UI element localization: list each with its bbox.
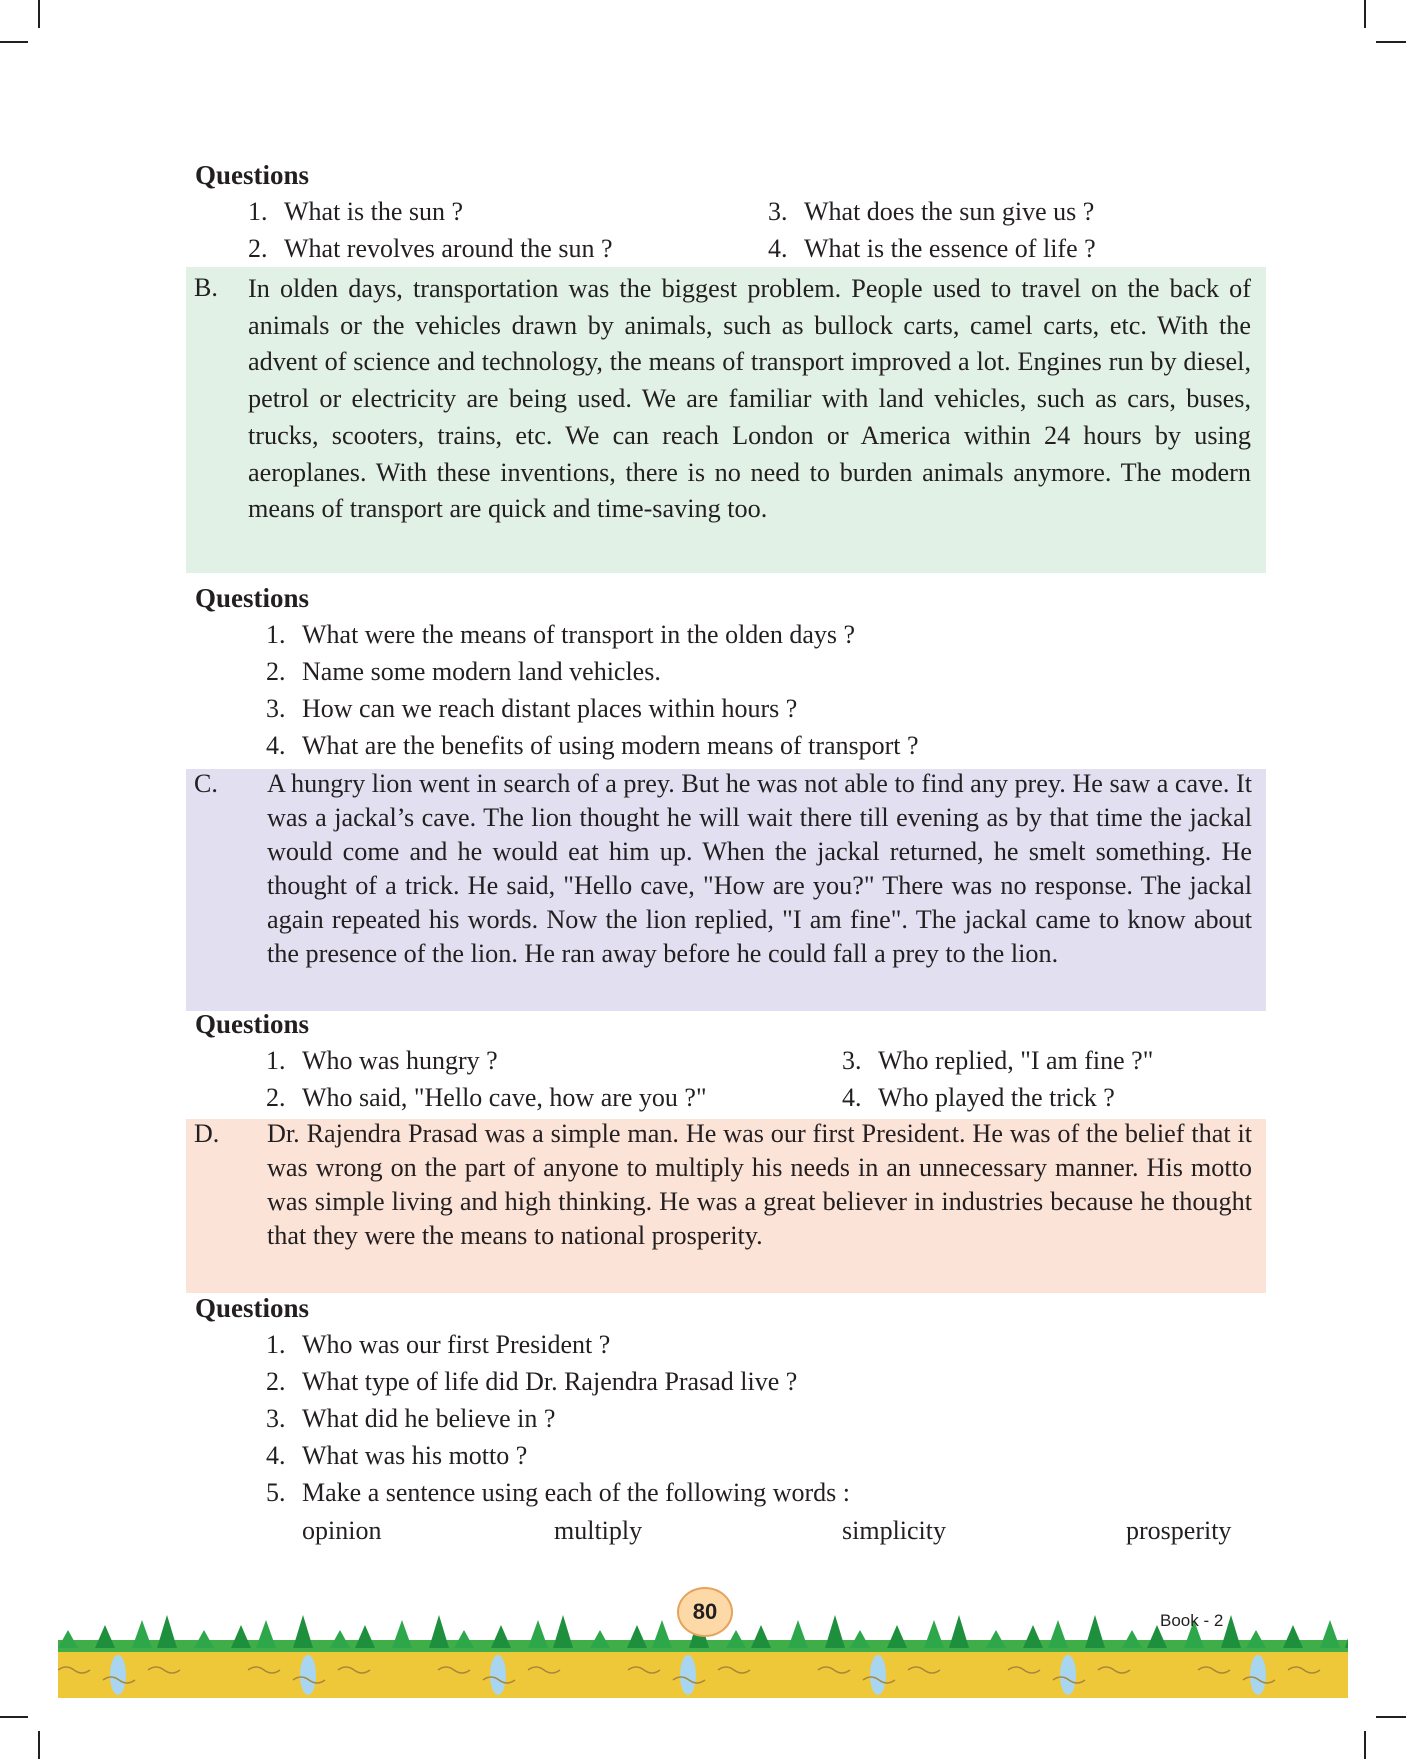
question-text: Who said, "Hello cave, how are you ?" [302,1083,707,1112]
question-text: What does the sun give us ? [804,197,1095,226]
crop-mark [38,0,40,28]
tree-icon [194,1630,214,1648]
tree-icon [132,1620,152,1648]
question-item [842,1046,1153,1076]
question-number: 3. [266,694,286,723]
question-number: 2. [248,234,268,263]
question-number: 4. [266,1441,286,1470]
question-number: 4. [842,1083,862,1112]
question-text: Who was our first President ? [302,1330,611,1359]
tree-icon [1085,1615,1105,1648]
sand-band-illustration [58,1652,1348,1698]
water-icon [870,1655,886,1695]
tree-icon [454,1630,474,1648]
tree-icon [553,1615,573,1648]
vocab-word: multiply [554,1516,643,1545]
question-text: What are the benefits of using modern means of transport ? [302,731,919,760]
tree-icon [1122,1630,1142,1648]
vocab-word: opinion [302,1516,382,1545]
section-b-questions-heading: Questions [195,583,310,613]
tree-icon [627,1625,647,1648]
crop-mark [1376,41,1406,43]
tree-icon [850,1630,870,1648]
question-item [266,1478,850,1508]
tree-icon [590,1630,610,1648]
tree-icon [429,1615,449,1648]
question-number: 1. [266,1046,286,1075]
question-item [768,197,1094,227]
question-text: What did he believe in ? [302,1404,556,1433]
question-text: What is the essence of life ? [804,234,1096,263]
tree-icon [528,1620,548,1648]
tree-icon [949,1615,969,1648]
tree-icon [256,1620,276,1648]
vocab-word: simplicity [842,1516,946,1545]
question-text: Who was hungry ? [302,1046,498,1075]
question-text: What is the sun ? [284,197,464,226]
question-text: What type of life did Dr. Rajendra Prasad live ? [302,1367,798,1396]
question-number: 5. [266,1478,286,1507]
question-item [266,731,919,761]
tree-icon [293,1615,313,1648]
tree-icon [924,1620,944,1648]
tree-icon [788,1620,808,1648]
page-number: 80 [692,1599,718,1624]
question-number: 1. [248,197,268,226]
vocab-word: prosperity [1126,1516,1232,1545]
passage-d-panel [186,1119,1266,1293]
question-item [266,1083,707,1113]
tree-icon [330,1630,350,1648]
tree-icon [726,1630,746,1648]
question-text: What revolves around the sun ? [284,234,613,263]
tree-icon [1221,1615,1241,1648]
crop-mark [1376,1716,1406,1718]
question-item [266,1367,797,1397]
question-item [768,234,1096,264]
question-number: 3. [768,197,788,226]
tree-icon [491,1625,511,1648]
question-item [266,620,855,650]
question-text: Make a sentence using each of the following words : [302,1478,851,1507]
question-number: 2. [266,1083,286,1112]
question-item [266,1441,527,1471]
passage-b-panel [186,267,1266,573]
water-icon [490,1655,506,1695]
crop-mark [1364,0,1366,28]
question-item [266,694,797,724]
question-item [266,1046,498,1076]
crop-mark [1364,1731,1366,1759]
tree-icon [887,1625,907,1648]
tree-icon [392,1620,412,1648]
question-text: What was his motto ? [302,1441,528,1470]
question-item [266,1330,610,1360]
passage-text: Dr. Rajendra Prasad was a simple man. He was our first President. He was of the belief that it was wrong on the part of anyone to multiply his needs in an unnecessary manner. His motto was simple living and high thinking. He was a great believer in industries because he thought that they were the means to national prosperity. [267,1119,1252,1250]
question-item [248,234,613,264]
water-icon [300,1655,316,1695]
question-text: What were the means of transport in the olden days ? [302,620,856,649]
water-icon [1250,1655,1266,1695]
page-number-badge [677,1587,733,1637]
tree-icon [652,1620,672,1648]
tree-icon [95,1625,115,1648]
question-number: 2. [266,657,286,686]
passage-letter: C. [194,769,218,798]
tree-icon [157,1615,177,1648]
question-item [842,1083,1115,1113]
question-text: Name some modern land vehicles. [302,657,661,686]
question-number: 1. [266,620,286,649]
tree-icon [355,1625,375,1648]
book-label: Book - 2 [1160,1611,1224,1630]
question-number: 4. [266,731,286,760]
section-a-questions-heading: Questions [195,160,310,190]
question-item [248,197,463,227]
passage-c-panel [186,769,1266,1011]
tree-icon [825,1615,845,1648]
question-item [266,657,661,687]
question-number: 2. [266,1367,286,1396]
question-number: 1. [266,1330,286,1359]
passage-letter: D. [194,1119,220,1148]
passage-letter: B. [194,273,218,302]
passage-text: A hungry lion went in search of a prey. But he was not able to find any prey. He saw a cave. It was a jackal’s cave. The lion thought he will wait there till evening as by that time the jackal would come and he would eat him up. When the jackal returned, he smelt something. He thought of a trick. He said, "Hello cave, "How are you?" There was no response. The jackal again repeated his words. Now the lion replied, "I am fine". The jackal came to know about the presence of the lion. He ran away before he could fall a prey to the lion. [267,769,1252,968]
question-text: Who replied, "I am fine ?" [878,1046,1154,1075]
tree-icon [1320,1620,1340,1648]
water-icon [680,1655,696,1695]
crop-mark [38,1731,40,1759]
question-number: 3. [266,1404,286,1433]
passage-text: In olden days, transportation was the biggest problem. People used to travel on the back of animals or the vehicles drawn by animals, such as bullock carts, camel carts, etc. With the advent of science and technology, the means of transport improved a lot. Engines run by diesel, petrol or electricity are being used. We are familiar with land vehicles, such as cars, buses, trucks, scooters, trains, etc. We can reach London or America within 24 hours by using aeroplanes. With these inventions, there is no need to burden animals anymore. The modern means of transport are quick and time-saving too. [248,274,1251,524]
question-number: 3. [842,1046,862,1075]
tree-icon [1048,1620,1068,1648]
tree-icon [58,1630,78,1648]
tree-icon [986,1630,1006,1648]
question-text: Who played the trick ? [878,1083,1115,1112]
question-number: 4. [768,234,788,263]
water-icon [1060,1655,1076,1695]
crop-mark [0,41,28,43]
tree-icon [1246,1630,1266,1648]
tree-icon [1023,1625,1043,1648]
question-text: How can we reach distant places within hours ? [302,694,798,723]
tree-icon [231,1625,251,1648]
question-item [266,1404,555,1434]
tree-icon [751,1625,771,1648]
section-d-questions-heading: Questions [195,1293,310,1323]
section-c-questions-heading: Questions [195,1009,310,1039]
tree-icon [1283,1625,1303,1648]
crop-mark [0,1716,28,1718]
water-icon [110,1655,126,1695]
